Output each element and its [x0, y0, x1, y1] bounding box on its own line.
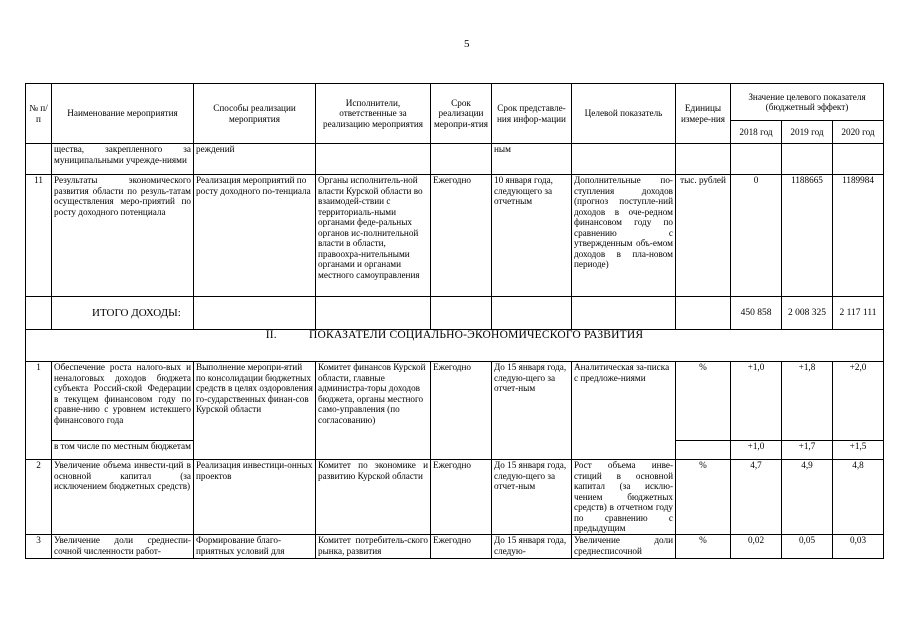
row-executors: Комитет по экономике и развитию Курской области — [316, 460, 431, 535]
section-title — [26, 330, 884, 362]
header-units: Единицы измере-ния — [676, 84, 731, 144]
total-row — [26, 297, 884, 330]
row-units: % — [676, 535, 731, 559]
row-value-2019: 0,05 — [782, 535, 833, 559]
row-methods: Реализация инвестици-онных проектов — [194, 460, 316, 535]
header-year-2019: 2019 год — [782, 121, 833, 144]
row-value-2020: +1,5 — [833, 441, 884, 460]
row-value-2019: 1188665 — [782, 175, 833, 297]
row-value-2020: 4,8 — [833, 460, 884, 535]
row-value-2019: +1,7 — [782, 441, 833, 460]
row-name: Обеспечение роста налого-вых и неналоговых доходов бюджета субъекта Россий-ской Федерации в текущем финансовом году по сравне-нию с уровнем истекшего финансового года — [52, 362, 194, 441]
row-num: 1 — [26, 362, 52, 460]
row-value-2018: 0,02 — [731, 535, 782, 559]
header-methods: Способы реализации мероприятия — [194, 84, 316, 144]
row-indicator: Аналитическая за-писка с предложе-ниями — [572, 362, 676, 460]
row-executors: Комитет потребитель-ского рынка, развития — [316, 535, 431, 559]
row-executors: Органы исполнитель-ной власти Курской области во взаимодей-ствии с территориаль-ными органами феде-ральных органов ис-полнительной власти в области, правоохра-нительными органами и органами местного самоуправления — [316, 175, 431, 297]
table-row — [26, 535, 884, 559]
row-value-2019: +1,8 — [782, 362, 833, 441]
row-term: Ежегодно — [431, 175, 492, 297]
total-label: ИТОГО ДОХОДЫ: — [52, 297, 194, 330]
header-row — [26, 84, 884, 121]
row-methods: Выполнение меропри-ятий по консолидации бюджетных средств в целях оздоровления го-сударственных финан-сов Курской области — [194, 362, 316, 460]
row-name: Увеличение доли среднеспи-сочной численности работ- — [52, 535, 194, 559]
row-value-2018: 0 — [731, 175, 782, 297]
section-title-text: ПОКАЗАТЕЛИ СОЦИАЛЬНО-ЭКОНОМИЧЕСКОГО РАЗВИТИЯ — [309, 329, 644, 341]
table-row — [26, 175, 884, 297]
row-executors: Комитет финансов Курской области, главные администра-торы доходов бюджета, органы местного само-управления (по согласованию) — [316, 362, 431, 460]
row-value-2018: +1,0 — [731, 441, 782, 460]
row-units: % — [676, 362, 731, 441]
row-methods: Реализация мероприятий по росту доходного по-тенциала — [194, 175, 316, 297]
row-report-term: 10 января года, следующего за отчетным — [492, 175, 572, 297]
table-row — [26, 460, 884, 535]
header-indicator: Целевой показатель — [572, 84, 676, 144]
row-name: Увеличение объема инвести-ций в основной капитал (за исключением бюджетных средств) — [52, 460, 194, 535]
table-row — [26, 144, 884, 175]
row-num: 11 — [26, 175, 52, 297]
section-row — [26, 330, 884, 362]
total-value-2019: 2 008 325 — [782, 297, 833, 330]
header-executors: Исполнители, ответственные за реализацию мероприятия — [316, 84, 431, 144]
row-report-term: До 15 января года, следую- — [492, 535, 572, 559]
row-methods: реждений — [194, 144, 316, 175]
row-methods: Формирование благо-приятных условий для — [194, 535, 316, 559]
header-year-2018: 2018 год — [731, 121, 782, 144]
row-report-term: До 15 января года, следую-щего за отчет-ным — [492, 362, 572, 460]
row-term: Ежегодно — [431, 362, 492, 460]
row-value-2018: +1,0 — [731, 362, 782, 441]
row-term: Ежегодно — [431, 535, 492, 559]
header-term: Срок реализации меропри-ятия — [431, 84, 492, 144]
row-value-2019: 4,9 — [782, 460, 833, 535]
row-report-term: ным — [492, 144, 572, 175]
page-number: 5 — [464, 38, 470, 50]
total-value-2020: 2 117 111 — [833, 297, 884, 330]
row-indicator: Рост объема инве-стиций в основной капитал (за исклю-чением бюджетных средств) в отчетном году по сравнению с предыдущим — [572, 460, 676, 535]
row-report-term: До 15 января года, следую-щего за отчет-ным — [492, 460, 572, 535]
table-row — [26, 362, 884, 441]
row-units: % — [676, 460, 731, 535]
header-report-term: Срок представле-ния инфор-мации — [492, 84, 572, 144]
row-term: Ежегодно — [431, 460, 492, 535]
row-value-2020: 0,03 — [833, 535, 884, 559]
header-value-group: Значение целевого показателя (бюджетный эффект) — [731, 84, 884, 121]
row-units: тыс. рублей — [676, 175, 731, 297]
row-value-2020: +2,0 — [833, 362, 884, 441]
header-name: Наименование мероприятия — [52, 84, 194, 144]
header-year-2020: 2020 год — [833, 121, 884, 144]
indicators-table — [25, 83, 884, 559]
row-name: Результаты экономического развития области по резуль-татам осуществления меро-приятий по росту доходного потенциала — [52, 175, 194, 297]
total-value-2018: 450 858 — [731, 297, 782, 330]
row-value-2020: 1189984 — [833, 175, 884, 297]
row-indicator: Увеличение доли среднесписочной — [572, 535, 676, 559]
section-roman: II. — [265, 329, 277, 341]
header-num: № п/п — [26, 84, 52, 144]
row-value-2018: 4,7 — [731, 460, 782, 535]
row-name: щества, закрепленного за муниципальными учрежде-ниями — [52, 144, 194, 175]
row-name: в том числе по местным бюджетам — [52, 441, 194, 460]
row-num: 3 — [26, 535, 52, 559]
row-indicator: Дополнительные по-ступления доходов (прогноз поступле-ний доходов в оче-редном финансовом году по сравнению с утвержденным объ-емом доходов в пла-новом периоде) — [572, 175, 676, 297]
row-num: 2 — [26, 460, 52, 535]
